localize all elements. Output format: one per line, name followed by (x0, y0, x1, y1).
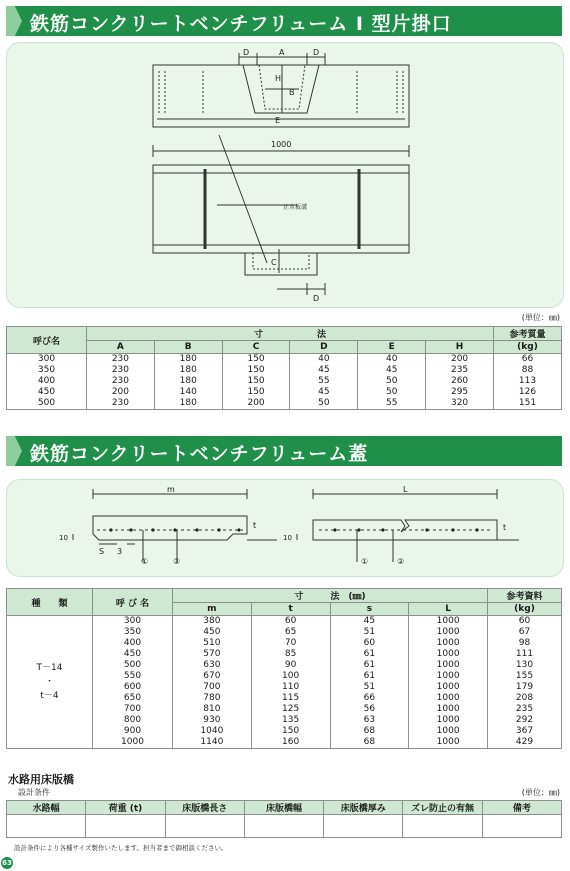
col-header-name: 呼 び 名 (93, 589, 173, 616)
table-cell: 179 (488, 682, 562, 693)
table-cell: 61 (330, 660, 409, 671)
section1-title: 鉄筋コンクリートベンチフリューム I 型片掛口 (30, 13, 452, 35)
section2-drawing-panel (6, 479, 564, 577)
col-header-condition: 備考 (482, 801, 561, 815)
table-cell: 1000 (409, 682, 488, 693)
table-cell: 230 (87, 354, 155, 366)
type-label-line: t－4 (40, 691, 59, 701)
table-cell: 650 (93, 693, 173, 704)
table-cell: 68 (330, 726, 409, 737)
table-cell: 160 (251, 737, 330, 749)
table-cell: 1000 (409, 627, 488, 638)
table-cell: 230 (87, 376, 155, 387)
table-cell: 1000 (409, 649, 488, 660)
section1-banner (6, 6, 562, 36)
table-cell: 235 (426, 365, 494, 376)
condition-input-cell[interactable] (403, 815, 482, 838)
table-cell: 140 (154, 387, 222, 398)
table-cell: 260 (426, 376, 494, 387)
label-circle-2-right: ② (397, 557, 405, 566)
table-cell: 50 (358, 376, 426, 387)
table-cell: 66 (494, 354, 562, 366)
label-circle-1-left: ① (141, 557, 149, 566)
table-cell: 450 (173, 627, 252, 638)
table-cell: 65 (251, 627, 330, 638)
table-cell: 500 (93, 660, 173, 671)
table-row (7, 365, 562, 376)
table-cell: 70 (251, 638, 330, 649)
col-header-condition: 荷重 (t) (86, 801, 165, 815)
table-cell: 50 (290, 398, 358, 410)
label-D-right: D (313, 48, 320, 57)
table-cell: 50 (358, 387, 426, 398)
table-cell: 570 (173, 649, 252, 660)
condition-input-cell[interactable] (165, 815, 244, 838)
table-cell: 113 (494, 376, 562, 387)
table-cell: 670 (173, 671, 252, 682)
col-header-L: L (409, 603, 488, 616)
table-cell: 1000 (409, 638, 488, 649)
table-cell: 780 (173, 693, 252, 704)
col-header-condition: 水路幅 (7, 801, 86, 815)
table-cell: 200 (222, 398, 290, 410)
section2-banner (6, 436, 562, 466)
table-cell: 300 (93, 616, 173, 628)
type-label-cell (7, 616, 93, 749)
col-header-condition: 床版橋厚み (324, 801, 403, 815)
table-cell: 40 (358, 354, 426, 366)
col-header-weight: 参考資料 (488, 589, 562, 603)
table-row (7, 387, 562, 398)
table-cell: 45 (290, 387, 358, 398)
table-cell: 700 (93, 704, 173, 715)
table-row (7, 616, 562, 628)
label-E: E (275, 116, 281, 125)
table-cell: 180 (154, 376, 222, 387)
table-cell: 900 (93, 726, 173, 737)
table-row (7, 376, 562, 387)
section3-title: 水路用床版橋 (8, 773, 74, 786)
table-cell: 1000 (409, 737, 488, 749)
table-cell: 235 (488, 704, 562, 715)
table-cell: 40 (290, 354, 358, 366)
table-cell: 100 (251, 671, 330, 682)
table-cell: 63 (330, 715, 409, 726)
table-cell: 98 (488, 638, 562, 649)
label-10-left: 10 (59, 534, 68, 542)
table-cell: 135 (251, 715, 330, 726)
table-cell: 56 (330, 704, 409, 715)
section3-conditions-table (6, 800, 562, 838)
section1-spec-table (6, 326, 562, 410)
col-header-E: E (358, 341, 426, 354)
condition-input-cell[interactable] (86, 815, 165, 838)
table-cell: 400 (93, 638, 173, 649)
table-cell: 151 (494, 398, 562, 410)
table-cell: 126 (494, 387, 562, 398)
col-header-type: 種 類 (7, 589, 93, 616)
section3-unit: (単位：㎜) (521, 788, 560, 797)
flume-drawing (7, 43, 563, 307)
table-cell: 60 (251, 616, 330, 628)
page-number: 63 (2, 859, 12, 867)
col-header-condition: 床版橋長さ (165, 801, 244, 815)
section2-spec-table (6, 588, 562, 749)
table-cell: 200 (87, 387, 155, 398)
table-cell: 150 (222, 376, 290, 387)
table-cell: 150 (222, 354, 290, 366)
label-C: C (271, 258, 277, 267)
table-cell: 230 (87, 398, 155, 410)
col-header-weight-unit: (kg) (488, 603, 562, 616)
table-cell: 380 (173, 616, 252, 628)
label-3: 3 (117, 547, 123, 556)
table-cell: 295 (426, 387, 494, 398)
label-s: S (99, 547, 105, 556)
table-cell: 155 (488, 671, 562, 682)
label-length: 1000 (271, 140, 292, 149)
label-circle-2-left: ② (173, 557, 181, 566)
table-cell: 800 (93, 715, 173, 726)
col-header-name: 呼び名 (7, 327, 87, 354)
table-cell: 320 (426, 398, 494, 410)
table-cell: 61 (330, 649, 409, 660)
table-cell: 1000 (409, 704, 488, 715)
table-cell: 1000 (409, 660, 488, 671)
table-cell: 90 (251, 660, 330, 671)
col-header-H: H (426, 341, 494, 354)
table-cell: 1000 (409, 715, 488, 726)
label-H: H (275, 74, 282, 83)
type-label-line: T－14 (36, 663, 63, 673)
table-cell: 500 (7, 398, 87, 410)
col-header-s: s (330, 603, 409, 616)
label-waterstop: 止水板溝 (283, 204, 308, 211)
table-cell: 88 (494, 365, 562, 376)
table-cell: 67 (488, 627, 562, 638)
table-cell: 450 (93, 649, 173, 660)
col-header-B: B (154, 341, 222, 354)
table-cell: 180 (154, 398, 222, 410)
col-header-D: D (290, 341, 358, 354)
label-t-left: t (253, 521, 257, 530)
table-cell: 125 (251, 704, 330, 715)
section2-title: 鉄筋コンクリートベンチフリューム蓋 (30, 443, 369, 465)
table-cell: 367 (488, 726, 562, 737)
col-header-t: t (251, 603, 330, 616)
table-cell: 150 (251, 726, 330, 737)
table-cell: 150 (222, 387, 290, 398)
col-header-m: m (173, 603, 252, 616)
label-m: m (167, 485, 175, 494)
banner-chevron-icon (6, 436, 22, 466)
condition-input-cell[interactable] (244, 815, 323, 838)
table-cell: 1140 (173, 737, 252, 749)
section1-unit: (単位：㎜) (521, 313, 560, 322)
table-cell: 1000 (409, 693, 488, 704)
table-cell: 51 (330, 627, 409, 638)
table-cell: 60 (330, 638, 409, 649)
table-cell: 66 (330, 693, 409, 704)
label-L: L (403, 485, 408, 494)
table-cell: 45 (330, 616, 409, 628)
condition-input-cell[interactable] (7, 815, 86, 838)
type-label-line: ・ (44, 677, 54, 687)
table-cell: 230 (87, 365, 155, 376)
banner-chevron-icon (6, 6, 22, 36)
table-cell: 1000 (93, 737, 173, 749)
col-header-dimensions: 寸 法 (87, 327, 494, 341)
col-header-dimensions: 寸 法 (㎜) (173, 589, 488, 603)
label-10-right: 10 (283, 534, 292, 542)
table-cell: 510 (173, 638, 252, 649)
col-header-condition: 床版橋幅 (244, 801, 323, 815)
table-cell: 810 (173, 704, 252, 715)
condition-input-cell[interactable] (482, 815, 561, 838)
table-cell: 61 (330, 671, 409, 682)
table-cell: 450 (7, 387, 87, 398)
table-cell: 350 (93, 627, 173, 638)
label-D-left: D (243, 48, 250, 57)
table-cell: 208 (488, 693, 562, 704)
table-cell: 1000 (409, 616, 488, 628)
col-header-weight-unit: (kg) (494, 341, 562, 354)
cover-drawing (7, 480, 563, 576)
table-cell: 55 (290, 376, 358, 387)
table-cell: 45 (358, 365, 426, 376)
table-cell: 60 (488, 616, 562, 628)
table-cell: 111 (488, 649, 562, 660)
label-D-bottom: D (313, 294, 320, 303)
table-row (7, 354, 562, 366)
table-cell: 300 (7, 354, 87, 366)
col-header-condition: ズレ防止の有無 (403, 801, 482, 815)
table-cell: 550 (93, 671, 173, 682)
section3-note: 設計条件により各種サイズ製作いたします。担当者まで御相談ください。 (14, 844, 228, 852)
table-cell: 1000 (409, 726, 488, 737)
col-header-C: C (222, 341, 290, 354)
table-cell: 55 (358, 398, 426, 410)
condition-input-cell[interactable] (324, 815, 403, 838)
table-cell: 180 (154, 354, 222, 366)
section3-subtitle: 設計条件 (18, 788, 50, 797)
table-cell: 429 (488, 737, 562, 749)
table-cell: 200 (426, 354, 494, 366)
label-circle-1-right: ① (361, 557, 369, 566)
table-cell: 110 (251, 682, 330, 693)
table-cell: 45 (290, 365, 358, 376)
table-cell: 85 (251, 649, 330, 660)
table-cell: 350 (7, 365, 87, 376)
section1-drawing-panel (6, 42, 564, 308)
table-cell: 115 (251, 693, 330, 704)
table-cell: 292 (488, 715, 562, 726)
table-cell: 600 (93, 682, 173, 693)
table-cell: 400 (7, 376, 87, 387)
table-cell: 700 (173, 682, 252, 693)
table-cell: 68 (330, 737, 409, 749)
table-cell: 1000 (409, 671, 488, 682)
table-cell: 51 (330, 682, 409, 693)
label-A: A (279, 48, 285, 57)
table-row (7, 398, 562, 410)
label-t-right: t (503, 523, 507, 532)
label-B: B (289, 88, 295, 97)
table-cell: 1040 (173, 726, 252, 737)
table-cell: 150 (222, 365, 290, 376)
col-header-weight: 参考質量 (494, 327, 562, 341)
table-cell: 930 (173, 715, 252, 726)
table-cell: 630 (173, 660, 252, 671)
col-header-A: A (87, 341, 155, 354)
table-cell: 180 (154, 365, 222, 376)
table-cell: 130 (488, 660, 562, 671)
